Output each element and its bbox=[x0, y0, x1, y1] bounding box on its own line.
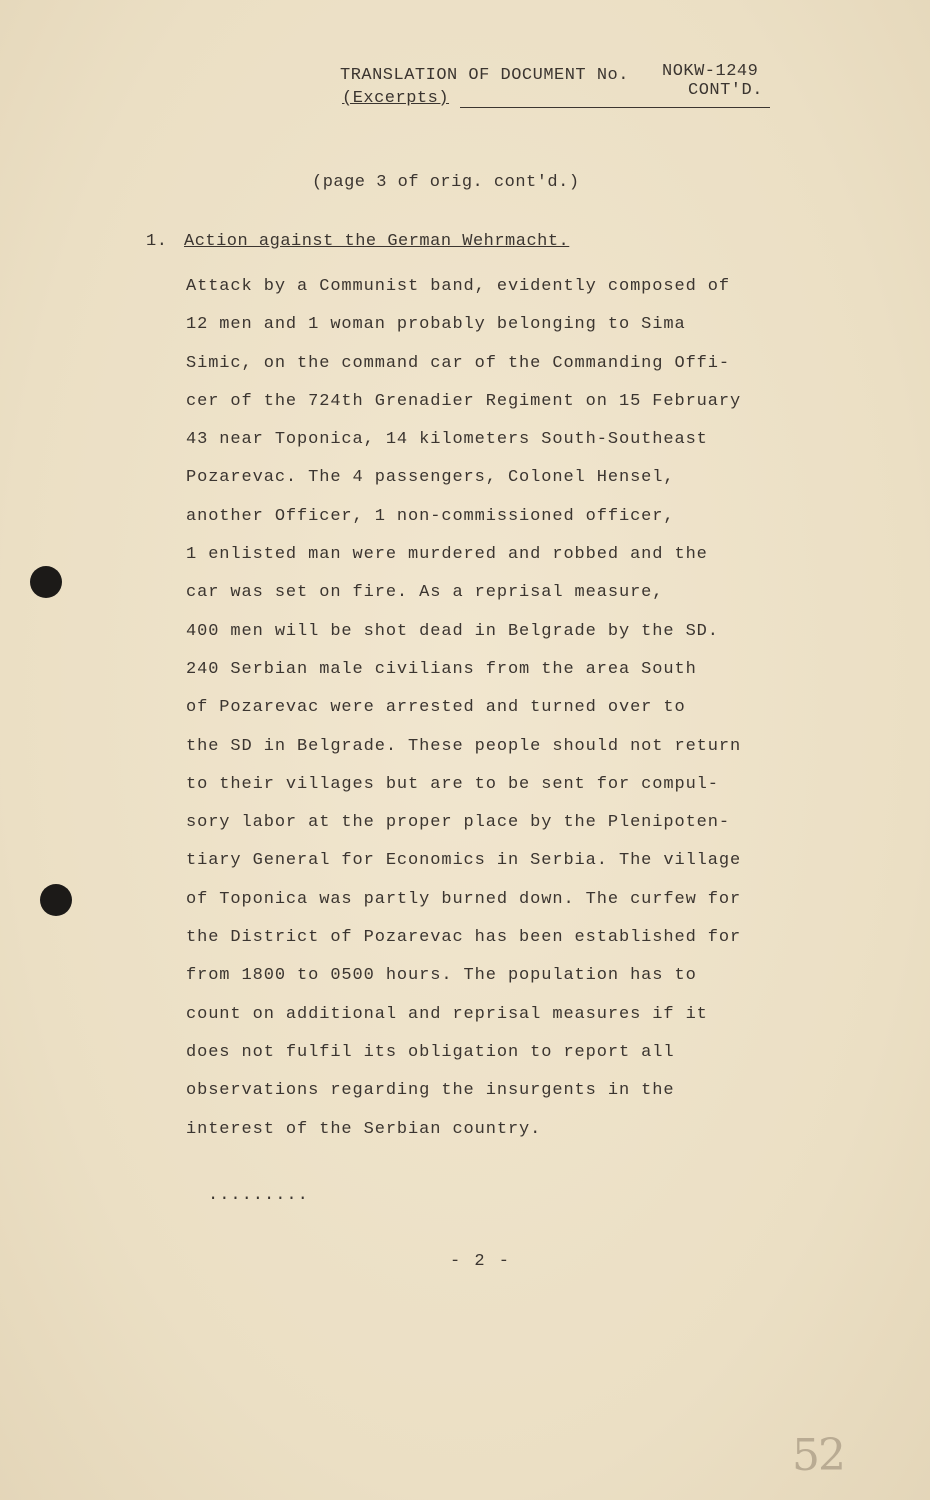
body-line: cer of the 724th Grenadier Regiment on 15 February bbox=[186, 391, 742, 411]
pencil-page-mark: 52 bbox=[792, 1430, 844, 1481]
omission-dots: ......... bbox=[208, 1186, 309, 1205]
page-number: - 2 - bbox=[450, 1252, 512, 1271]
body-line: interest of the Serbian country. bbox=[186, 1119, 542, 1139]
body-line: 12 men and 1 woman probably belonging to Sima bbox=[186, 315, 686, 335]
header-subtitle: (Excerpts) bbox=[342, 89, 450, 108]
binder-hole-bottom bbox=[40, 884, 72, 916]
body-line: Pozarevac. The 4 passengers, Colonel Hensel, bbox=[186, 468, 675, 488]
body-line: to their villages but are to be sent for compul- bbox=[186, 774, 719, 794]
body-line: count on additional and reprisal measures if it bbox=[186, 1004, 708, 1024]
section-1 bbox=[146, 232, 806, 1149]
body-line: Attack by a Communist band, evidently composed of bbox=[186, 277, 730, 296]
binder-hole-top bbox=[30, 566, 62, 598]
document-header bbox=[340, 62, 780, 111]
body-line: 43 near Toponica, 14 kilometers South-Southeast bbox=[186, 430, 708, 450]
body-line: the SD in Belgrade. These people should not return bbox=[186, 736, 742, 756]
body-line: car was set on fire. As a reprisal measure, bbox=[186, 583, 664, 603]
body-line: tiary General for Economics in Serbia. The village bbox=[186, 851, 742, 871]
body-line: 400 men will be shot dead in Belgrade by the SD. bbox=[186, 621, 719, 641]
page-reference: (page 3 of orig. cont'd.) bbox=[312, 173, 580, 192]
body-line: of Pozarevac were arrested and turned over to bbox=[186, 698, 686, 718]
body-line: of Toponica was partly burned down. The curfew for bbox=[186, 889, 742, 909]
body-line: the District of Pozarevac has been established for bbox=[186, 928, 742, 948]
section-heading bbox=[146, 232, 806, 262]
body-line: 1 enlisted man were murdered and robbed and the bbox=[186, 545, 708, 565]
body-line: does not fulfil its obligation to report all bbox=[186, 1042, 675, 1062]
header-continued: CONT'D. bbox=[688, 81, 763, 100]
body-line: sory labor at the proper place by the Plenipoten- bbox=[186, 813, 730, 833]
body-line: another Officer, 1 non-commissioned officer, bbox=[186, 506, 675, 526]
header-title: TRANSLATION OF DOCUMENT No. bbox=[340, 66, 629, 85]
section-title: Action against the German Wehrmacht. bbox=[184, 232, 570, 251]
body-line: from 1800 to 0500 hours. The population has to bbox=[186, 966, 697, 986]
header-rule bbox=[460, 107, 770, 108]
body-line: 240 Serbian male civilians from the area South bbox=[186, 659, 697, 679]
body-line: observations regarding the insurgents in the bbox=[186, 1081, 675, 1101]
header-subtitle-line bbox=[340, 81, 780, 111]
section-number: 1. bbox=[146, 232, 168, 251]
body-line: Simic, on the command car of the Commanding Offi- bbox=[186, 353, 730, 373]
document-number: NOKW-1249 bbox=[662, 62, 759, 81]
section-body bbox=[186, 268, 806, 1149]
